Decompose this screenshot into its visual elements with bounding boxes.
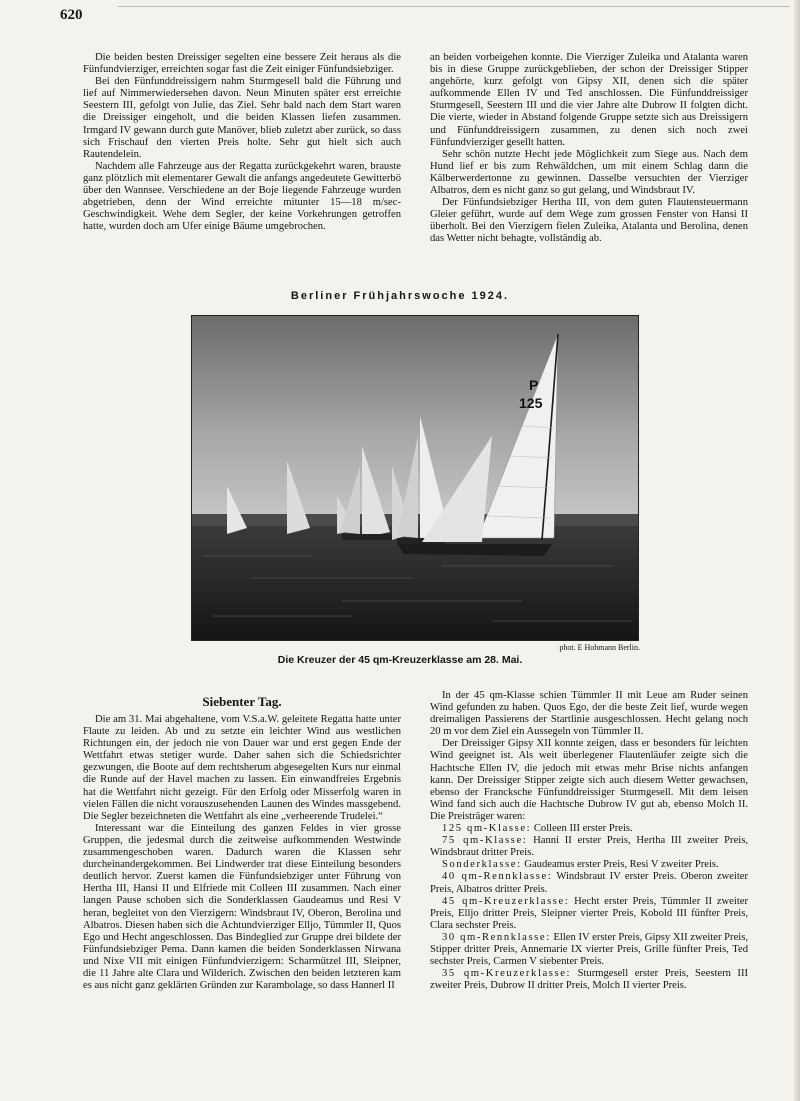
paragraph: Bei den Fünfunddreissigern nahm Sturmgesell bald die Führung und lief auf Nimmerwiedersehen davon. Neun Minuten später erst erreichte Seestern III, gefolgt von Julie, das Ziel. Sehr bald nach dem Start waren die Dreissiger eingeholt, und die beiden Klassen liefen zusammen. Irmgard IV gewann durch gute Manöver, blieb zuletzt aber zurück, so dass sich Frischauf den vierten Preis holte. Sehr gut hielt sich auch Rautendelein. — [83, 76, 401, 160]
page-number: 620 — [60, 7, 83, 23]
column-top-left — [83, 52, 401, 233]
class-label: 45 qm-Kreuzerklasse: — [442, 895, 570, 907]
paragraph: an beiden vorbeigehen konnte. Die Vierziger Zuleika und Atalanta waren bis in diese Gruppe zurückgeblieben, der schon der Dreissiger Stipper angehörte, kurz gefolgt von Gipsy XII, denen sich die später aufkommende Ellen IV und Ted anschlossen. Die Fünfunddreissiger Sturmgesell, Seestern III und die vier Jahre alte Dubrow II folgten dicht. Die vierte, wieder in Abstand folgende Gruppe setzte sich aus Dreissigern und Fünfunddreissigern zusammen, zu denen sich noch zwei Fünfundvierziger gesellt hatten. — [430, 52, 748, 148]
sail-number: 125 — [519, 395, 543, 411]
column-top-right — [430, 52, 748, 246]
section-heading: Siebenter Tag. — [202, 694, 282, 709]
column-bottom-left — [83, 714, 401, 992]
sailing-photo — [191, 315, 639, 641]
paragraph: In der 45 qm-Klasse schien Tümmler II mit Leue am Ruder seinen Wind gefunden zu haben. Quos Ego, der die beste Zeit lief, wurde wegen dreimaligen Passierens der Startlinie ausgeschlossen. Hecht gelang noch 20 m vor dem Ziel ein Aussegeln von Tümmler II. — [430, 690, 748, 738]
result-entry — [430, 859, 748, 871]
class-label: Sonderklasse: — [442, 859, 522, 871]
scan-edge — [794, 0, 800, 1101]
result-entry — [430, 871, 748, 895]
paragraph: Der Dreissiger Gipsy XII konnte zeigen, dass er besonders für leichten Wind geeignet ist. Als weit überlegener Flautenläufer zeigte sich die Hachtsche Ellen IV, die jedoch mit etwas mehr Brise nichts anfangen kann. Der Dreissiger Stipper zeigte sich auch diesem Wetter gewachsen, ebenso der Francksche Fünfunddreissiger Sturmgesell. Mit dem leisen Wind fand sich auch die Hachtsche Dubrow IV gut ab, ebenso Molch II. Die Preisträger waren: — [430, 738, 748, 822]
result-text: Hecht erster Preis, Tümmler II zweiter Preis, Elljo dritter Preis, Sleipner vierter Preis, Kobold III fünfter Preis, Clara sechster Preis. — [430, 895, 748, 931]
paragraph: Die beiden besten Dreissiger segelten eine bessere Zeit heraus als die Fünfundvierziger, erreichten sogar fast die Zeit einiger Fünfundsiebziger. — [83, 52, 401, 76]
result-text: Ellen IV erster Preis, Gipsy XII zweiter Preis, Stipper dritter Preis, Annemarie IX vierter Preis, Grille fünfter Preis, Ted sechster Preis, Carmen V siebenter Preis. — [430, 931, 748, 968]
result-text: Colleen III erster Preis. — [531, 823, 633, 835]
class-label: 35 qm-Kreuzerklasse: — [442, 968, 572, 980]
result-entry — [430, 968, 748, 992]
result-text: Windsbraut IV erster Preis. Oberon zweiter Preis, Albatros dritter Preis. — [430, 871, 749, 895]
result-entry — [430, 932, 748, 968]
class-label: 40 qm-Rennklasse: — [442, 871, 553, 883]
result-text: Gaudeamus erster Preis, Resi V zweiter Preis. — [521, 859, 719, 871]
photo-caption: Die Kreuzer der 45 qm-Kreuzerklasse am 28. Mai. — [277, 654, 523, 666]
result-text: Sturmgesell erster Preis, Seestern III zweiter Preis, Dubrow II dritter Preis, Molch II vierter Preis. — [430, 968, 748, 992]
result-entry — [430, 896, 748, 932]
class-label: 75 qm-Klasse: — [442, 835, 528, 847]
class-label: 125 qm-Klasse: — [442, 823, 532, 835]
top-rule — [118, 6, 790, 7]
sail-letter: P — [529, 377, 539, 393]
result-entry — [430, 835, 748, 859]
result-entry — [430, 823, 748, 835]
paragraph: Der Fünfundsiebziger Hertha III, von dem guten Flautensteuermann Gleier geführt, wurde auf dem Wege zum grossen Fenster von Hansi II überholt. Bei den Vierzigern fielen Zuleika, Atalanta und Berolina, denen das Wetter nicht behagte, vollständig ab. — [430, 197, 748, 245]
paragraph: Sehr schön nutzte Hecht jede Möglichkeit zum Siege aus. Nach dem Hund lief er bis zum Rehwäldchen, um mit einem Schlag dann die Kälberwerdertonne zu gewinnen. Dasselbe versuchten der Vierziger Albatros, dem es nicht ganz so gut gelang, und Windsbraut IV. — [430, 148, 748, 197]
paragraph: Die am 31. Mai abgehaltene, vom V.S.a.W. geleitete Regatta hatte unter Flaute zu leiden. Ab und zu setzte ein leichter Wind aus westlichen Richtungen ein, der jedoch nie von Dauer war und erst gegen Ende der Wettfahrt etwas stetiger wurde. Daher sahen sich die Schiedsrichter gezwungen, die Boote auf dem rechtsherum abgesegelten Kurs nur einmal die Runde auf der Havel machen zu lassen. Ein einwandfreies Ergebnis hat die Wettfahrt nicht gezeigt. Für den Erfolg oder Misserfolg waren in vielen Fällen die nicht vorauszusehenden Launen des Windes massgebend. Die Segler bezeichneten die Wettfahrt als eine „verheerende Trudelei.“ — [83, 714, 401, 822]
paragraph: Nachdem alle Fahrzeuge aus der Regatta zurückgekehrt waren, brauste ganz plötzlich mit elementarer Gewalt die anfangs angedeutete Gewitterbö über den Wannsee. Verschiedene an der Boje liegende Fahrzeuge wurden abgetrieben, denn der Wind erreichte mitunter 15—18 m/sec-Geschwindigkeit. Wehe dem Segler, der keine Vorkehrungen getroffen hatte, wurden doch am Ufer einige Bäume umgebrochen. — [83, 160, 401, 233]
result-text: Hanni II erster Preis, Hertha III zweiter Preis, Windsbraut dritter Preis. — [430, 835, 748, 859]
column-bottom-right — [430, 690, 748, 992]
photo-credit: phot. E Hohmann Berlin. — [559, 643, 640, 652]
paragraph: Interessant war die Einteilung des ganzen Feldes in vier grosse Gruppen, die jedesmal durch die zeitweise aufkommenden Westwinde zusammengeschoben waren. Dadurch waren die Klassen sehr durcheinandergekommen. Bei Lindwerder trat diese Einteilung besonders deutlich hervor. Zuerst kamen die Fünfundsiebziger unter Führung von Hertha III, Hansi II und Elfriede mit Colleen III zusammen. Nach einer langen Pause schoben sich die Sonderklassen Gaudeamus und Resi V heran, begleitet von den Vierzigern: Windsbraut IV, Oberon, Berolina und Albatros. Diesen haben sich die Achtundvierziger Elljo, Tümmler II, Quos Ego und Hecht angeschlossen. Das Bindeglied zur Gruppe drei bildete der Fünfundsiebziger Pema. Dann kamen die beiden Sonderklassen Nirwana und Nixe VII mit einigen Fünfundvierzigern: Scharmützel III, Sleipner, die 11 Jahre alte Clara und Wilderich. Zwischen den beiden letzteren kam es aus nicht ganz geklärten Gründen zur Karambolage, so dass Hannerl II — [83, 822, 401, 992]
class-label: 30 qm-Rennklasse: — [442, 931, 551, 943]
figure-title: Berliner Frühjahrswoche 1924. — [290, 290, 510, 302]
